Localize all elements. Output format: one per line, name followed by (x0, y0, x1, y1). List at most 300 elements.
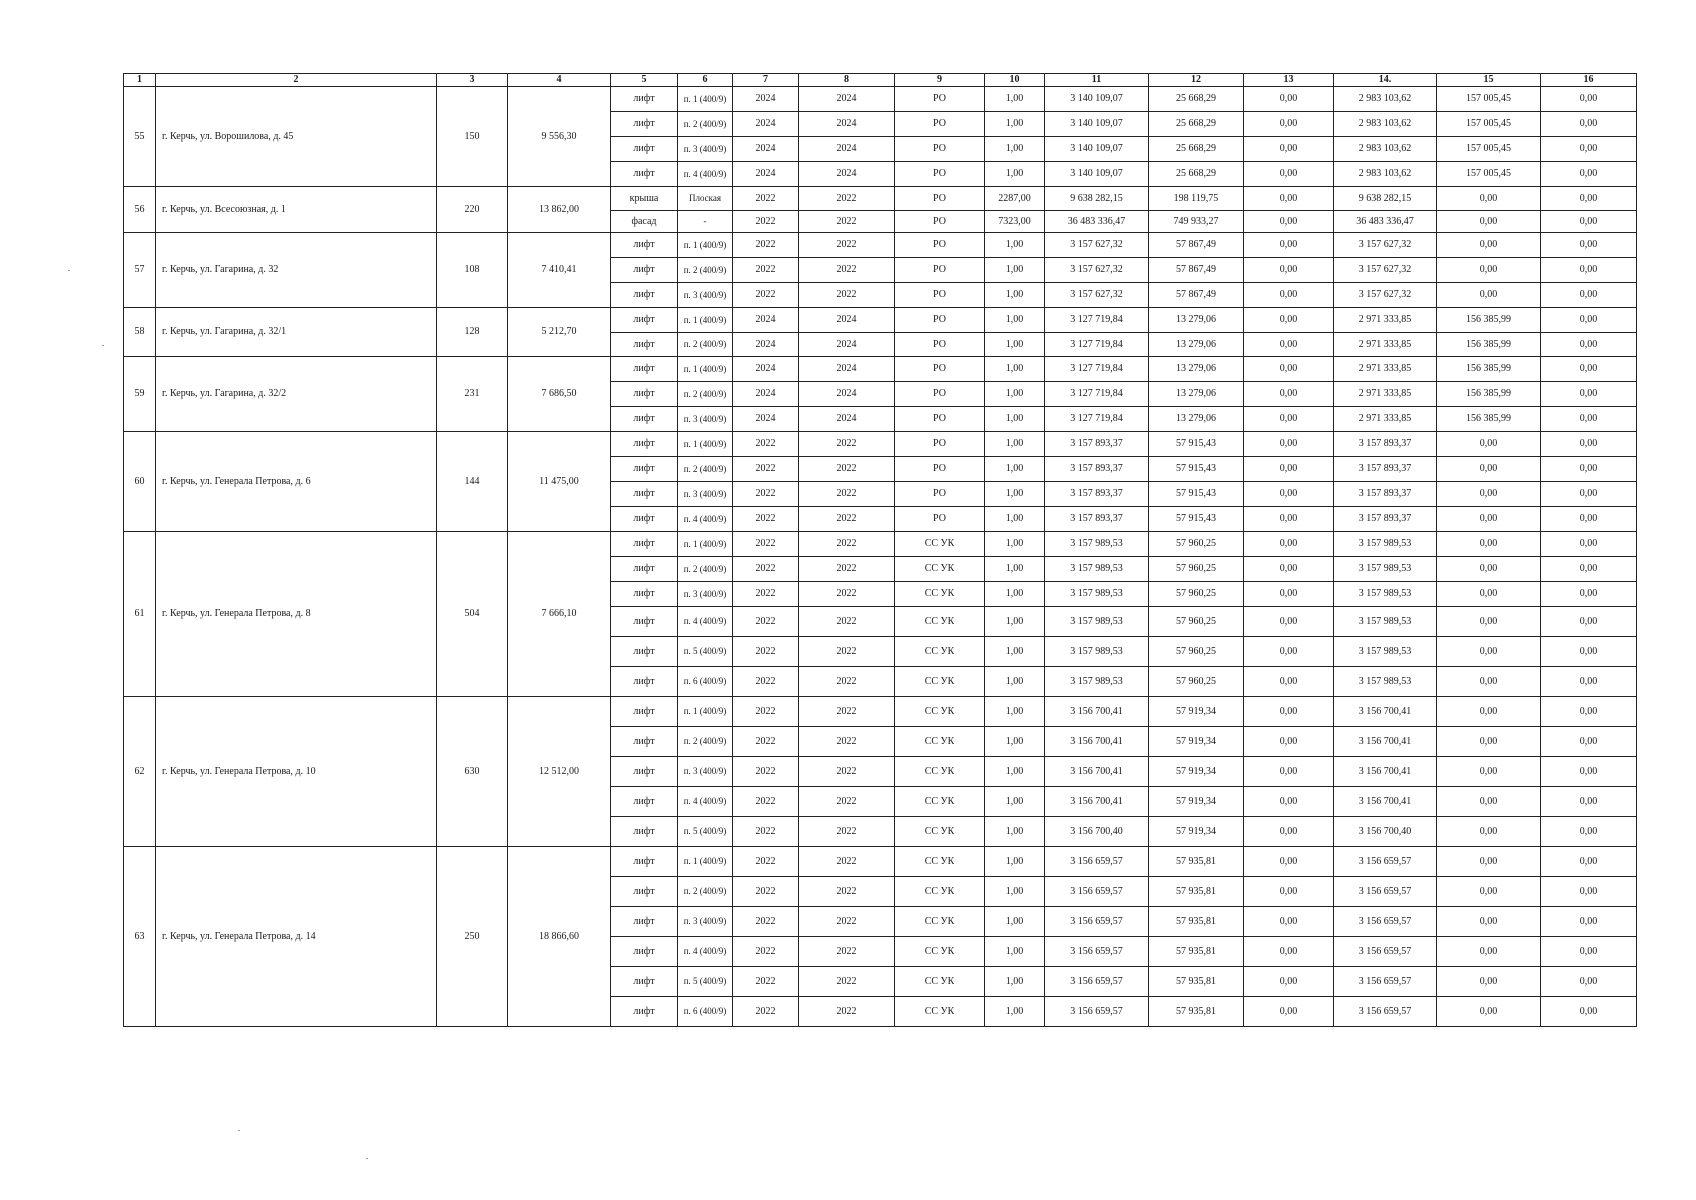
total-cost: 3 127 719,84 (1045, 382, 1149, 407)
cost-col-15: 0,00 (1437, 937, 1541, 967)
table-row (124, 357, 1637, 382)
cost-col-15: 157 005,45 (1437, 112, 1541, 137)
cost-col-16: 0,00 (1541, 357, 1637, 382)
row-number: 60 (124, 432, 156, 532)
element-type: лифт (611, 457, 678, 482)
volume: 7323,00 (985, 211, 1045, 233)
scan-speck (102, 345, 104, 346)
year-start: 2022 (733, 817, 799, 847)
column-number-3: 3 (437, 74, 508, 87)
cost-col-15: 156 385,99 (1437, 308, 1541, 333)
building-address: г. Керчь, ул. Генерала Петрова, д. 10 (156, 697, 437, 847)
residents-count: 504 (437, 532, 508, 697)
section: п. 3 (400/9) (678, 482, 733, 507)
element-type: лифт (611, 787, 678, 817)
cost-col-14: 2 971 333,85 (1334, 308, 1437, 333)
cost-per-unit: 57 960,25 (1149, 667, 1244, 697)
cost-col-15: 0,00 (1437, 637, 1541, 667)
table-row (124, 233, 1637, 258)
funding-source: РО (895, 137, 985, 162)
cost-col-16: 0,00 (1541, 582, 1637, 607)
cost-col-15: 0,00 (1437, 817, 1541, 847)
year-start: 2022 (733, 432, 799, 457)
cost-col-16: 0,00 (1541, 817, 1637, 847)
cost-col-13: 0,00 (1244, 907, 1334, 937)
column-number-9: 9 (895, 74, 985, 87)
section: п. 2 (400/9) (678, 258, 733, 283)
cost-col-16: 0,00 (1541, 432, 1637, 457)
cost-col-16: 0,00 (1541, 877, 1637, 907)
cost-col-13: 0,00 (1244, 697, 1334, 727)
element-type: лифт (611, 667, 678, 697)
cost-col-14: 3 156 659,57 (1334, 967, 1437, 997)
cost-per-unit: 57 919,34 (1149, 727, 1244, 757)
section: п. 1 (400/9) (678, 532, 733, 557)
cost-col-14: 2 983 103,62 (1334, 162, 1437, 187)
cost-col-15: 0,00 (1437, 757, 1541, 787)
row-number: 62 (124, 697, 156, 847)
element-type: лифт (611, 817, 678, 847)
section: п. 4 (400/9) (678, 507, 733, 532)
element-type: лифт (611, 333, 678, 357)
volume: 1,00 (985, 137, 1045, 162)
section: п. 3 (400/9) (678, 757, 733, 787)
column-number-15: 15 (1437, 74, 1541, 87)
volume: 1,00 (985, 87, 1045, 112)
table-row (124, 697, 1637, 727)
residents-count: 150 (437, 87, 508, 187)
cost-col-14: 3 157 989,53 (1334, 667, 1437, 697)
cost-per-unit: 57 867,49 (1149, 233, 1244, 258)
cost-col-16: 0,00 (1541, 112, 1637, 137)
total-cost: 9 638 282,15 (1045, 187, 1149, 211)
funding-source: СС УК (895, 937, 985, 967)
year-start: 2022 (733, 607, 799, 637)
cost-per-unit: 57 867,49 (1149, 258, 1244, 283)
cost-col-13: 0,00 (1244, 233, 1334, 258)
year-end: 2024 (799, 308, 895, 333)
cost-col-13: 0,00 (1244, 787, 1334, 817)
cost-col-16: 0,00 (1541, 532, 1637, 557)
year-end: 2022 (799, 877, 895, 907)
total-cost: 3 140 109,07 (1045, 137, 1149, 162)
year-start: 2022 (733, 877, 799, 907)
column-number-10: 10 (985, 74, 1045, 87)
building-area: 12 512,00 (508, 697, 611, 847)
year-start: 2022 (733, 727, 799, 757)
cost-col-16: 0,00 (1541, 727, 1637, 757)
total-cost: 3 127 719,84 (1045, 407, 1149, 432)
cost-col-14: 36 483 336,47 (1334, 211, 1437, 233)
volume: 1,00 (985, 637, 1045, 667)
cost-col-15: 0,00 (1437, 727, 1541, 757)
table-row (124, 308, 1637, 333)
element-type: лифт (611, 532, 678, 557)
year-end: 2024 (799, 162, 895, 187)
funding-source: РО (895, 482, 985, 507)
element-type: лифт (611, 432, 678, 457)
funding-source: РО (895, 407, 985, 432)
funding-source: РО (895, 507, 985, 532)
cost-col-14: 3 157 893,37 (1334, 457, 1437, 482)
cost-col-16: 0,00 (1541, 697, 1637, 727)
building-area: 18 866,60 (508, 847, 611, 1027)
cost-col-14: 3 156 700,40 (1334, 817, 1437, 847)
repair-program-table (123, 73, 1637, 1027)
total-cost: 3 156 659,57 (1045, 967, 1149, 997)
cost-col-16: 0,00 (1541, 233, 1637, 258)
total-cost: 3 156 700,41 (1045, 787, 1149, 817)
table-row (124, 187, 1637, 211)
total-cost: 3 140 109,07 (1045, 162, 1149, 187)
element-type: лифт (611, 137, 678, 162)
row-number: 63 (124, 847, 156, 1027)
cost-col-14: 2 983 103,62 (1334, 112, 1437, 137)
section: п. 2 (400/9) (678, 382, 733, 407)
cost-per-unit: 57 915,43 (1149, 457, 1244, 482)
section: п. 4 (400/9) (678, 787, 733, 817)
total-cost: 3 156 659,57 (1045, 907, 1149, 937)
year-start: 2024 (733, 87, 799, 112)
funding-source: РО (895, 457, 985, 482)
cost-per-unit: 749 933,27 (1149, 211, 1244, 233)
funding-source: СС УК (895, 757, 985, 787)
cost-col-14: 3 156 700,41 (1334, 697, 1437, 727)
volume: 1,00 (985, 787, 1045, 817)
building-address: г. Керчь, ул. Всесоюзная, д. 1 (156, 187, 437, 233)
cost-col-14: 3 157 989,53 (1334, 532, 1437, 557)
cost-per-unit: 57 960,25 (1149, 532, 1244, 557)
cost-per-unit: 25 668,29 (1149, 162, 1244, 187)
funding-source: СС УК (895, 557, 985, 582)
volume: 1,00 (985, 937, 1045, 967)
year-end: 2022 (799, 967, 895, 997)
cost-col-15: 156 385,99 (1437, 407, 1541, 432)
column-number-6: 6 (678, 74, 733, 87)
funding-source: РО (895, 211, 985, 233)
funding-source: СС УК (895, 877, 985, 907)
element-type: лифт (611, 507, 678, 532)
total-cost: 3 156 700,41 (1045, 697, 1149, 727)
funding-source: РО (895, 233, 985, 258)
funding-source: СС УК (895, 907, 985, 937)
year-start: 2024 (733, 357, 799, 382)
cost-col-14: 3 156 659,57 (1334, 997, 1437, 1027)
cost-col-13: 0,00 (1244, 482, 1334, 507)
year-end: 2022 (799, 482, 895, 507)
element-type: лифт (611, 757, 678, 787)
cost-col-13: 0,00 (1244, 557, 1334, 582)
section: п. 4 (400/9) (678, 937, 733, 967)
cost-col-14: 3 157 893,37 (1334, 507, 1437, 532)
funding-source: РО (895, 283, 985, 308)
section: п. 2 (400/9) (678, 333, 733, 357)
year-end: 2022 (799, 727, 895, 757)
section: п. 1 (400/9) (678, 233, 733, 258)
cost-col-15: 0,00 (1437, 233, 1541, 258)
cost-col-13: 0,00 (1244, 211, 1334, 233)
funding-source: СС УК (895, 817, 985, 847)
section: п. 1 (400/9) (678, 87, 733, 112)
cost-col-16: 0,00 (1541, 283, 1637, 308)
year-end: 2024 (799, 112, 895, 137)
cost-col-15: 0,00 (1437, 432, 1541, 457)
total-cost: 3 157 989,53 (1045, 607, 1149, 637)
building-area: 9 556,30 (508, 87, 611, 187)
row-number: 61 (124, 532, 156, 697)
year-end: 2024 (799, 333, 895, 357)
year-end: 2022 (799, 283, 895, 308)
total-cost: 3 157 989,53 (1045, 557, 1149, 582)
element-type: лифт (611, 283, 678, 308)
year-start: 2024 (733, 333, 799, 357)
year-end: 2024 (799, 357, 895, 382)
column-number-16: 16 (1541, 74, 1637, 87)
cost-col-13: 0,00 (1244, 457, 1334, 482)
building-address: г. Керчь, ул. Гагарина, д. 32/2 (156, 357, 437, 432)
cost-per-unit: 57 960,25 (1149, 637, 1244, 667)
cost-col-15: 156 385,99 (1437, 382, 1541, 407)
total-cost: 3 157 989,53 (1045, 582, 1149, 607)
column-number-1: 1 (124, 74, 156, 87)
element-type: лифт (611, 87, 678, 112)
cost-col-15: 0,00 (1437, 877, 1541, 907)
element-type: фасад (611, 211, 678, 233)
section: п. 2 (400/9) (678, 557, 733, 582)
volume: 1,00 (985, 997, 1045, 1027)
residents-count: 144 (437, 432, 508, 532)
cost-col-13: 0,00 (1244, 112, 1334, 137)
volume: 1,00 (985, 667, 1045, 697)
funding-source: СС УК (895, 847, 985, 877)
volume: 1,00 (985, 727, 1045, 757)
cost-col-13: 0,00 (1244, 997, 1334, 1027)
cost-col-16: 0,00 (1541, 997, 1637, 1027)
cost-col-13: 0,00 (1244, 137, 1334, 162)
cost-col-13: 0,00 (1244, 877, 1334, 907)
funding-source: РО (895, 87, 985, 112)
building-area: 13 862,00 (508, 187, 611, 233)
cost-per-unit: 13 279,06 (1149, 308, 1244, 333)
cost-col-15: 0,00 (1437, 607, 1541, 637)
volume: 1,00 (985, 507, 1045, 532)
column-number-2: 2 (156, 74, 437, 87)
cost-col-16: 0,00 (1541, 308, 1637, 333)
total-cost: 36 483 336,47 (1045, 211, 1149, 233)
cost-col-15: 0,00 (1437, 697, 1541, 727)
cost-col-13: 0,00 (1244, 357, 1334, 382)
total-cost: 3 140 109,07 (1045, 112, 1149, 137)
year-start: 2022 (733, 258, 799, 283)
cost-col-13: 0,00 (1244, 532, 1334, 557)
element-type: лифт (611, 697, 678, 727)
cost-per-unit: 13 279,06 (1149, 382, 1244, 407)
cost-col-13: 0,00 (1244, 162, 1334, 187)
volume: 1,00 (985, 333, 1045, 357)
cost-col-15: 0,00 (1437, 532, 1541, 557)
year-start: 2022 (733, 582, 799, 607)
volume: 1,00 (985, 162, 1045, 187)
cost-col-13: 0,00 (1244, 582, 1334, 607)
year-end: 2022 (799, 787, 895, 817)
cost-col-16: 0,00 (1541, 482, 1637, 507)
year-end: 2022 (799, 457, 895, 482)
volume: 1,00 (985, 233, 1045, 258)
cost-col-15: 0,00 (1437, 457, 1541, 482)
total-cost: 3 157 893,37 (1045, 432, 1149, 457)
volume: 1,00 (985, 482, 1045, 507)
cost-per-unit: 25 668,29 (1149, 137, 1244, 162)
cost-col-16: 0,00 (1541, 211, 1637, 233)
cost-col-14: 3 156 659,57 (1334, 907, 1437, 937)
cost-col-15: 0,00 (1437, 787, 1541, 817)
element-type: лифт (611, 907, 678, 937)
column-number-11: 11 (1045, 74, 1149, 87)
column-number-14: 14. (1334, 74, 1437, 87)
cost-col-13: 0,00 (1244, 258, 1334, 283)
funding-source: СС УК (895, 997, 985, 1027)
year-end: 2022 (799, 847, 895, 877)
year-start: 2022 (733, 757, 799, 787)
year-end: 2022 (799, 817, 895, 847)
cost-per-unit: 57 935,81 (1149, 937, 1244, 967)
funding-source: РО (895, 357, 985, 382)
cost-col-15: 0,00 (1437, 258, 1541, 283)
element-type: лифт (611, 997, 678, 1027)
section: п. 4 (400/9) (678, 162, 733, 187)
cost-per-unit: 57 919,34 (1149, 817, 1244, 847)
year-end: 2022 (799, 507, 895, 532)
cost-col-15: 0,00 (1437, 507, 1541, 532)
cost-col-13: 0,00 (1244, 637, 1334, 667)
year-end: 2024 (799, 87, 895, 112)
funding-source: РО (895, 308, 985, 333)
volume: 1,00 (985, 532, 1045, 557)
section: Плоская (678, 187, 733, 211)
section: п. 1 (400/9) (678, 697, 733, 727)
cost-per-unit: 57 915,43 (1149, 507, 1244, 532)
total-cost: 3 156 700,41 (1045, 757, 1149, 787)
year-end: 2022 (799, 937, 895, 967)
column-number-12: 12 (1149, 74, 1244, 87)
element-type: лифт (611, 233, 678, 258)
total-cost: 3 157 989,53 (1045, 637, 1149, 667)
year-end: 2022 (799, 907, 895, 937)
cost-col-15: 0,00 (1437, 187, 1541, 211)
row-number: 57 (124, 233, 156, 308)
cost-col-14: 3 157 893,37 (1334, 482, 1437, 507)
cost-col-14: 3 157 989,53 (1334, 607, 1437, 637)
document-sheet (123, 73, 1636, 1027)
cost-col-14: 2 983 103,62 (1334, 87, 1437, 112)
element-type: лифт (611, 937, 678, 967)
volume: 1,00 (985, 967, 1045, 997)
section: п. 3 (400/9) (678, 582, 733, 607)
cost-col-16: 0,00 (1541, 967, 1637, 997)
cost-col-13: 0,00 (1244, 727, 1334, 757)
cost-col-14: 3 156 700,41 (1334, 787, 1437, 817)
cost-col-15: 0,00 (1437, 667, 1541, 697)
total-cost: 3 140 109,07 (1045, 87, 1149, 112)
cost-per-unit: 57 960,25 (1149, 557, 1244, 582)
section: п. 3 (400/9) (678, 283, 733, 308)
year-start: 2024 (733, 308, 799, 333)
section: п. 6 (400/9) (678, 997, 733, 1027)
year-end: 2024 (799, 407, 895, 432)
volume: 1,00 (985, 907, 1045, 937)
cost-col-14: 2 971 333,85 (1334, 333, 1437, 357)
cost-col-14: 3 157 627,32 (1334, 233, 1437, 258)
cost-per-unit: 13 279,06 (1149, 357, 1244, 382)
scan-speck (366, 1158, 368, 1159)
total-cost: 3 156 659,57 (1045, 877, 1149, 907)
funding-source: РО (895, 258, 985, 283)
cost-col-15: 157 005,45 (1437, 87, 1541, 112)
element-type: лифт (611, 727, 678, 757)
cost-per-unit: 198 119,75 (1149, 187, 1244, 211)
volume: 1,00 (985, 582, 1045, 607)
cost-per-unit: 57 960,25 (1149, 607, 1244, 637)
cost-col-15: 0,00 (1437, 482, 1541, 507)
year-start: 2022 (733, 907, 799, 937)
cost-col-14: 3 157 627,32 (1334, 283, 1437, 308)
year-start: 2022 (733, 532, 799, 557)
header-row (124, 74, 1637, 87)
section: п. 3 (400/9) (678, 407, 733, 432)
row-number: 56 (124, 187, 156, 233)
cost-per-unit: 57 915,43 (1149, 482, 1244, 507)
volume: 1,00 (985, 697, 1045, 727)
residents-count: 231 (437, 357, 508, 432)
volume: 1,00 (985, 457, 1045, 482)
section: п. 5 (400/9) (678, 637, 733, 667)
element-type: лифт (611, 382, 678, 407)
total-cost: 3 127 719,84 (1045, 308, 1149, 333)
row-number: 55 (124, 87, 156, 187)
building-area: 11 475,00 (508, 432, 611, 532)
year-end: 2022 (799, 607, 895, 637)
year-start: 2022 (733, 697, 799, 727)
cost-col-16: 0,00 (1541, 757, 1637, 787)
volume: 1,00 (985, 607, 1045, 637)
year-start: 2022 (733, 637, 799, 667)
section: п. 1 (400/9) (678, 308, 733, 333)
year-start: 2022 (733, 847, 799, 877)
cost-col-14: 3 156 700,41 (1334, 757, 1437, 787)
year-start: 2024 (733, 112, 799, 137)
year-end: 2022 (799, 432, 895, 457)
element-type: лифт (611, 482, 678, 507)
cost-col-15: 0,00 (1437, 582, 1541, 607)
year-start: 2022 (733, 997, 799, 1027)
section: п. 2 (400/9) (678, 457, 733, 482)
funding-source: РО (895, 187, 985, 211)
year-end: 2022 (799, 532, 895, 557)
section: - (678, 211, 733, 233)
cost-col-14: 3 156 659,57 (1334, 937, 1437, 967)
cost-col-16: 0,00 (1541, 847, 1637, 877)
table-body (124, 87, 1637, 1027)
cost-per-unit: 57 919,34 (1149, 787, 1244, 817)
year-end: 2022 (799, 697, 895, 727)
element-type: лифт (611, 847, 678, 877)
table-row (124, 432, 1637, 457)
total-cost: 3 157 893,37 (1045, 457, 1149, 482)
element-type: лифт (611, 582, 678, 607)
building-address: г. Керчь, ул. Гагарина, д. 32/1 (156, 308, 437, 357)
cost-col-13: 0,00 (1244, 283, 1334, 308)
cost-per-unit: 57 935,81 (1149, 847, 1244, 877)
